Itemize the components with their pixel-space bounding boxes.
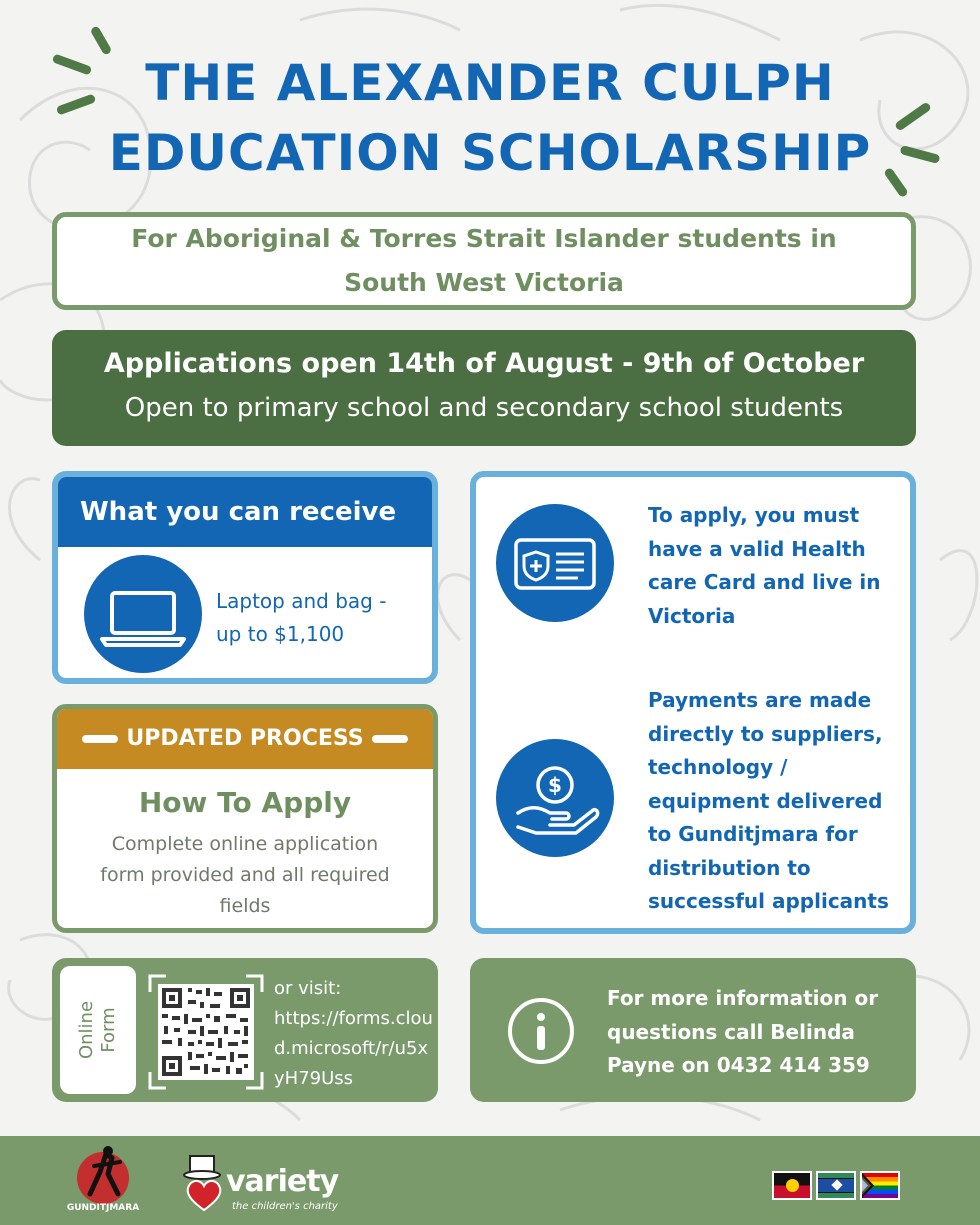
requirement-health-card (648, 499, 888, 633)
variety-logo-text: variety (226, 1164, 339, 1199)
requirement-health-card-text: To apply, you must have a valid Health care Card and live in Victoria (648, 503, 881, 628)
receive-value: Laptop and bag - up to $1,100 (216, 589, 387, 646)
application-dates: Applications open 14th of August - 9th of October (103, 348, 865, 379)
subtitle-text: For Aboriginal & Torres Strait Islander students in South West Victoria (131, 224, 837, 297)
title-line-2: EDUCATION SCHOLARSHIP (108, 124, 872, 182)
footer (0, 1136, 980, 1225)
gunditjmara-logo-text: GUNDITJMARA (66, 1203, 140, 1213)
updated-process-banner (57, 709, 433, 769)
laptop-icon (84, 555, 202, 673)
health-card-icon (496, 504, 614, 622)
receive-heading: What you can receive (58, 477, 432, 547)
how-to-apply-heading: How To Apply (138, 786, 352, 819)
qr-code[interactable] (148, 974, 264, 1090)
receive-text (216, 585, 416, 651)
torres-strait-flag (816, 1171, 856, 1200)
contact-info-box (470, 958, 916, 1102)
form-url-link[interactable]: https://forms.cloud.microsoft/r/u5xyH79Uss (274, 1008, 433, 1089)
eligibility-note: Open to primary school and secondary school students (124, 393, 844, 423)
visit-text (274, 974, 434, 1094)
progress-pride-flag (860, 1171, 900, 1200)
online-form-tab (60, 966, 136, 1094)
title-line-1: THE ALEXANDER CULPH (145, 54, 835, 112)
pill-decor (372, 735, 408, 743)
info-icon (506, 996, 576, 1066)
pill-decor (82, 735, 118, 743)
svg-text:$: $ (548, 773, 562, 797)
contact-text-value: For more information or questions call Belinda Payne on 0432 414 359 (607, 986, 879, 1077)
updated-process-label: UPDATED PROCESS (126, 726, 364, 751)
subtitle-box (52, 212, 916, 310)
aboriginal-flag (772, 1171, 812, 1200)
variety-tagline: the children's charity (232, 1201, 338, 1212)
how-to-apply-text: Complete online application form provided and all required fields (100, 833, 390, 917)
variety-hat-heart-icon (180, 1152, 228, 1214)
requirement-payments (648, 684, 908, 919)
online-form-label: Online Form (76, 1000, 119, 1060)
how-to-apply-card (52, 704, 438, 933)
page-title (0, 48, 980, 188)
contact-text (607, 982, 887, 1083)
gunditjmara-logo (60, 1142, 146, 1206)
payment-hand-icon (496, 739, 614, 857)
receive-card (52, 471, 438, 684)
visit-label: or visit: (274, 978, 342, 999)
requirement-payments-text: Payments are made directly to suppliers, technology / equipment delivered to Gunditjmara for distribution to successful applicants (648, 688, 889, 913)
dates-banner (52, 330, 916, 446)
online-form-box (52, 958, 438, 1102)
requirements-card (470, 471, 916, 934)
